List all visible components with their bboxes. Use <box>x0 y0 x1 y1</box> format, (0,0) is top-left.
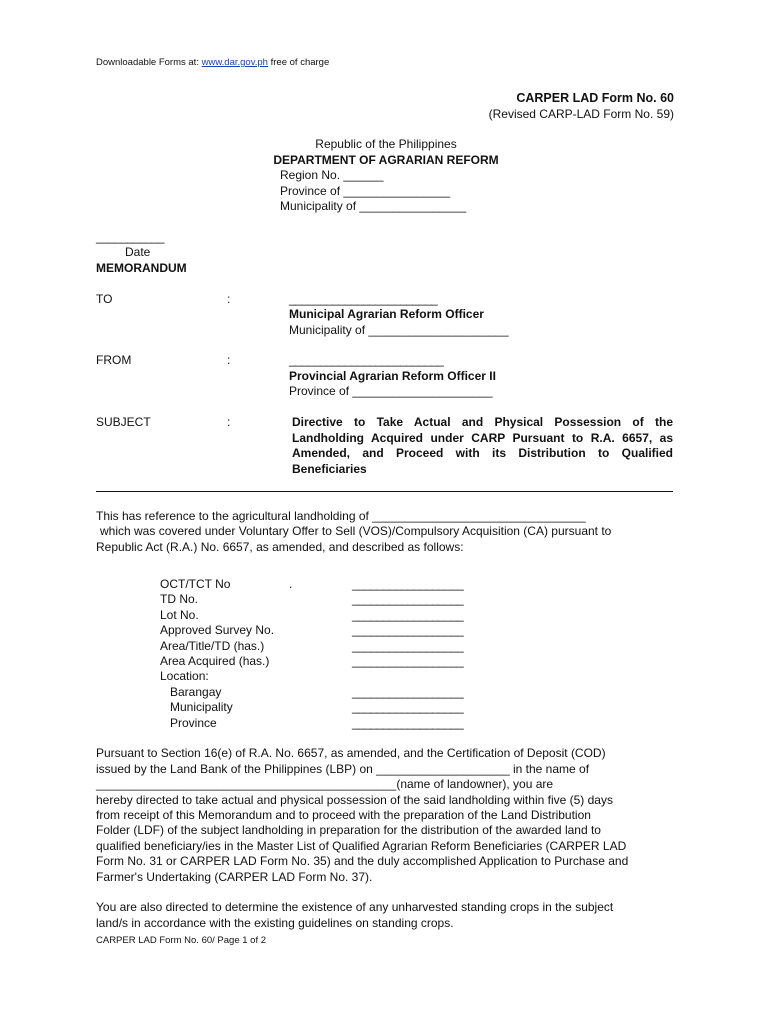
para2-line3: _____________________________________________(name of landowner), you are <box>96 777 554 791</box>
date-line: ___________ <box>96 230 164 244</box>
to-name-line: ________________________ <box>289 292 438 306</box>
subject-text: Directive to Take Actual and Physical Possession of the Landholding Acquired under CARP Pursuant to R.A. 6657, as Amended, and Proceed with its Distribution to Qualified Beneficiaries <box>292 415 673 476</box>
para3-line2: land/s in accordance with the existing guidelines on standing crops. <box>96 916 454 930</box>
para2-line8: Form No. 31 or CARPER LAD Form No. 35) and the duly accomplished Application to Purchase and <box>96 854 629 868</box>
download-suffix: free of charge <box>267 57 330 68</box>
property-line: __________________ <box>352 654 464 668</box>
para2-line7: qualified beneficiary/ies in the Master List of Qualified Agrarian Reform Beneficiaries (CARPER LAD <box>96 839 627 853</box>
property-line: __________________ <box>352 608 464 622</box>
para3-line1: You are also directed to determine the existence of any unharvested standing crops in the subject <box>96 900 614 914</box>
para1-line1: This has reference to the agricultural landholding of ________________________________ <box>96 509 586 523</box>
property-label: Location: <box>160 669 209 683</box>
property-line: __________________ <box>352 639 464 653</box>
republic-label: Republic of the Philippines <box>315 137 457 151</box>
download-note <box>96 57 329 68</box>
to-colon: : <box>227 292 231 306</box>
property-line: __________________ <box>352 592 464 606</box>
property-line: __________________ <box>352 685 464 699</box>
to-title: Municipal Agrarian Reform Officer <box>289 307 484 321</box>
property-line: __________________ <box>352 577 464 591</box>
from-name-line: _________________________ <box>289 353 444 367</box>
para2-line1: Pursuant to Section 16(e) of R.A. No. 6657, as amended, and the Certification of Deposit (COD) <box>96 746 606 760</box>
para2-line9: Farmer's Undertaking (CARPER LAD Form No. 37). <box>96 870 373 884</box>
from-colon: : <box>227 353 231 367</box>
date-label: Date <box>125 245 151 259</box>
property-line: __________________ <box>352 623 464 637</box>
para2-line6: Folder (LDF) of the subject landholding in preparation for the distribution of the awarded land to <box>96 823 601 837</box>
property-label: OCT/TCT No <box>160 577 231 591</box>
department-label: DEPARTMENT OF AGRARIAN REFORM <box>273 153 499 167</box>
memorandum-title: MEMORANDUM <box>96 261 187 275</box>
download-prefix: Downloadable Forms at: <box>96 57 202 68</box>
property-label: TD No. <box>160 592 199 606</box>
form-revised: (Revised CARP-LAD Form No. 59) <box>488 107 674 121</box>
to-label: TO <box>96 292 113 306</box>
para2-line4: hereby directed to take actual and physical possession of the said landholding within five (5) days <box>96 793 613 807</box>
property-label: Lot No. <box>160 608 199 622</box>
property-label: Barangay <box>170 685 222 699</box>
to-municipality: Municipality of _____________________ <box>289 323 509 337</box>
subject-colon: : <box>227 415 231 429</box>
province-field: Province of ________________ <box>280 184 451 198</box>
property-dot: . <box>289 577 293 591</box>
property-label: Municipality <box>170 700 233 714</box>
property-label: Approved Survey No. <box>160 623 275 637</box>
municipality-field: Municipality of ________________ <box>280 199 467 213</box>
divider-rule <box>96 491 673 492</box>
para2-line2: issued by the Land Bank of the Philippines (LBP) on ____________________ in the name of <box>96 762 590 776</box>
para1-line3: Republic Act (R.A.) No. 6657, as amended, and described as follows: <box>96 540 464 554</box>
form-number: CARPER LAD Form No. 60 <box>516 91 674 105</box>
property-label: Area/Title/TD (has.) <box>160 639 265 653</box>
from-province: Province of _____________________ <box>289 384 493 398</box>
region-field: Region No. ______ <box>280 168 384 182</box>
para1-line2: which was covered under Voluntary Offer to Sell (VOS)/Compulsory Acquisition (CA) pursuant to <box>100 524 612 538</box>
property-label: Province <box>170 716 217 730</box>
property-line: __________________ <box>352 700 464 714</box>
property-label: Area Acquired (has.) <box>160 654 270 668</box>
dar-website-link[interactable]: www.dar.gov.ph <box>201 57 268 68</box>
from-title: Provincial Agrarian Reform Officer II <box>289 369 496 383</box>
subject-label: SUBJECT <box>96 415 151 429</box>
para2-line5: from receipt of this Memorandum and to proceed with the preparation of the Land Distribution <box>96 808 591 822</box>
page-footer: CARPER LAD Form No. 60/ Page 1 of 2 <box>96 935 267 946</box>
property-line: __________________ <box>352 716 464 730</box>
from-label: FROM <box>96 353 132 367</box>
